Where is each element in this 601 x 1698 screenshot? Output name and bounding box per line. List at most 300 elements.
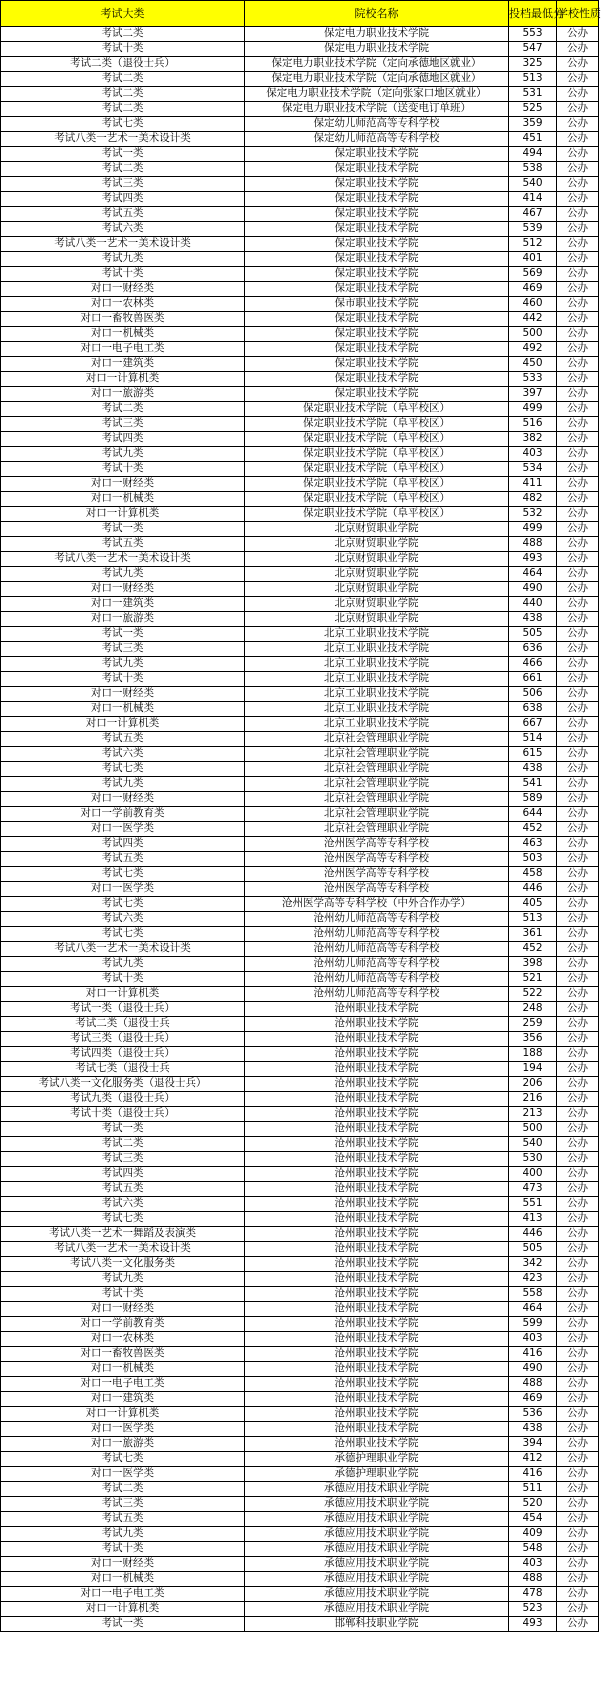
cell-school-type: 公办: [557, 222, 599, 237]
cell-school-name: 北京社会管理职业学院: [245, 792, 509, 807]
table-row: [1, 1617, 599, 1632]
table-row: [1, 1107, 599, 1122]
cell-school-type: 公办: [557, 492, 599, 507]
header-exam-category: 考试大类: [1, 1, 245, 27]
cell-min-score: 530: [509, 1152, 557, 1167]
cell-min-score: 615: [509, 747, 557, 762]
cell-exam-category: 考试三类: [1, 1497, 245, 1512]
table-body: [1, 27, 599, 1632]
cell-school-type: 公办: [557, 1497, 599, 1512]
cell-min-score: 359: [509, 117, 557, 132]
cell-school-type: 公办: [557, 297, 599, 312]
cell-school-name: 沧州医学高等专科学校: [245, 852, 509, 867]
cell-school-type: 公办: [557, 1227, 599, 1242]
cell-exam-category: 对口一畜牧兽医类: [1, 312, 245, 327]
table-row: [1, 1332, 599, 1347]
cell-school-type: 公办: [557, 1302, 599, 1317]
cell-school-name: 保定职业技术学院: [245, 147, 509, 162]
table-row: [1, 522, 599, 537]
cell-min-score: 216: [509, 1092, 557, 1107]
cell-exam-category: 考试五类: [1, 207, 245, 222]
table-row: [1, 612, 599, 627]
cell-school-type: 公办: [557, 447, 599, 462]
cell-school-name: 沧州幼儿师范高等专科学校: [245, 957, 509, 972]
cell-min-score: 667: [509, 717, 557, 732]
table-row: [1, 357, 599, 372]
cell-exam-category: 考试一类: [1, 147, 245, 162]
cell-school-name: 承德应用技术职业学院: [245, 1527, 509, 1542]
cell-min-score: 464: [509, 1302, 557, 1317]
cell-school-name: 北京社会管理职业学院: [245, 777, 509, 792]
cell-min-score: 397: [509, 387, 557, 402]
cell-min-score: 547: [509, 42, 557, 57]
cell-min-score: 478: [509, 1587, 557, 1602]
cell-min-score: 409: [509, 1527, 557, 1542]
table-row: [1, 867, 599, 882]
cell-school-type: 公办: [557, 1347, 599, 1362]
table-row: [1, 807, 599, 822]
cell-exam-category: 考试七类: [1, 1212, 245, 1227]
table-row: [1, 1557, 599, 1572]
cell-min-score: 411: [509, 477, 557, 492]
cell-exam-category: 考试十类（退役士兵）: [1, 1107, 245, 1122]
cell-exam-category: 考试七类: [1, 867, 245, 882]
cell-exam-category: 考试八类一艺术一美术设计类: [1, 942, 245, 957]
cell-exam-category: 对口一计算机类: [1, 717, 245, 732]
cell-min-score: 356: [509, 1032, 557, 1047]
cell-min-score: 467: [509, 207, 557, 222]
cell-exam-category: 考试五类: [1, 537, 245, 552]
cell-min-score: 525: [509, 102, 557, 117]
cell-school-name: 保定职业技术学院: [245, 372, 509, 387]
table-row: [1, 1437, 599, 1452]
cell-school-type: 公办: [557, 897, 599, 912]
table-row: [1, 1227, 599, 1242]
cell-exam-category: 考试八类一艺术一美术设计类: [1, 237, 245, 252]
cell-exam-category: 对口一计算机类: [1, 1602, 245, 1617]
cell-school-name: 沧州医学高等专科学校: [245, 882, 509, 897]
cell-school-name: 沧州职业技术学院: [245, 1407, 509, 1422]
cell-school-name: 保市职业技术学院: [245, 297, 509, 312]
cell-school-name: 北京社会管理职业学院: [245, 762, 509, 777]
cell-school-type: 公办: [557, 267, 599, 282]
cell-school-name: 承德护理职业学院: [245, 1467, 509, 1482]
cell-school-type: 公办: [557, 867, 599, 882]
cell-school-type: 公办: [557, 777, 599, 792]
table-row: [1, 462, 599, 477]
cell-school-name: 北京社会管理职业学院: [245, 747, 509, 762]
table-row: [1, 732, 599, 747]
table-row: [1, 42, 599, 57]
cell-min-score: 423: [509, 1272, 557, 1287]
table-row: [1, 492, 599, 507]
cell-exam-category: 考试七类: [1, 762, 245, 777]
cell-school-name: 北京财贸职业学院: [245, 597, 509, 612]
cell-exam-category: 考试二类（退役士兵）: [1, 57, 245, 72]
cell-exam-category: 考试二类: [1, 102, 245, 117]
cell-school-name: 保定职业技术学院: [245, 162, 509, 177]
cell-exam-category: 考试一类: [1, 627, 245, 642]
cell-school-name: 沧州职业技术学院: [245, 1347, 509, 1362]
cell-exam-category: 考试十类: [1, 672, 245, 687]
cell-min-score: 532: [509, 507, 557, 522]
cell-school-type: 公办: [557, 252, 599, 267]
cell-school-name: 沧州职业技术学院: [245, 1182, 509, 1197]
cell-school-type: 公办: [557, 807, 599, 822]
cell-exam-category: 考试二类: [1, 72, 245, 87]
cell-min-score: 505: [509, 627, 557, 642]
cell-exam-category: 对口一计算机类: [1, 987, 245, 1002]
cell-min-score: 414: [509, 192, 557, 207]
table-row: [1, 27, 599, 42]
cell-min-score: 440: [509, 597, 557, 612]
table-row: [1, 1242, 599, 1257]
table-row: [1, 177, 599, 192]
cell-school-type: 公办: [557, 1002, 599, 1017]
cell-exam-category: 对口一财经类: [1, 477, 245, 492]
cell-exam-category: 考试一类: [1, 1122, 245, 1137]
cell-exam-category: 考试四类: [1, 192, 245, 207]
table-row: [1, 1527, 599, 1542]
cell-school-type: 公办: [557, 1557, 599, 1572]
cell-school-name: 保定电力职业技术学院: [245, 42, 509, 57]
cell-min-score: 540: [509, 177, 557, 192]
cell-exam-category: 考试七类（退役士兵: [1, 1062, 245, 1077]
cell-school-name: 沧州职业技术学院: [245, 1167, 509, 1182]
cell-school-name: 沧州幼儿师范高等专科学校: [245, 942, 509, 957]
cell-school-name: 北京财贸职业学院: [245, 567, 509, 582]
cell-min-score: 412: [509, 1452, 557, 1467]
table-row: [1, 777, 599, 792]
table-row: [1, 1257, 599, 1272]
cell-min-score: 469: [509, 1392, 557, 1407]
cell-min-score: 644: [509, 807, 557, 822]
table-row: [1, 747, 599, 762]
cell-exam-category: 考试二类（退役士兵: [1, 1017, 245, 1032]
cell-exam-category: 对口一机械类: [1, 1572, 245, 1587]
cell-exam-category: 考试六类: [1, 1197, 245, 1212]
table-row: [1, 642, 599, 657]
cell-exam-category: 考试八类一文化服务类: [1, 1257, 245, 1272]
table-row: [1, 1002, 599, 1017]
cell-min-score: 553: [509, 27, 557, 42]
cell-school-type: 公办: [557, 732, 599, 747]
cell-exam-category: 考试八类一艺术一美术设计类: [1, 552, 245, 567]
table-row: [1, 447, 599, 462]
cell-school-type: 公办: [557, 657, 599, 672]
cell-school-name: 北京工业职业技术学院: [245, 717, 509, 732]
cell-exam-category: 对口一财经类: [1, 687, 245, 702]
cell-exam-category: 对口一学前教育类: [1, 1317, 245, 1332]
cell-min-score: 536: [509, 1407, 557, 1422]
cell-school-name: 保定职业技术学院: [245, 252, 509, 267]
cell-exam-category: 对口一电子电工类: [1, 1377, 245, 1392]
cell-school-type: 公办: [557, 702, 599, 717]
cell-min-score: 451: [509, 132, 557, 147]
cell-school-type: 公办: [557, 1482, 599, 1497]
cell-min-score: 458: [509, 867, 557, 882]
cell-school-type: 公办: [557, 132, 599, 147]
cell-exam-category: 对口一农林类: [1, 1332, 245, 1347]
cell-school-type: 公办: [557, 102, 599, 117]
table-row: [1, 132, 599, 147]
cell-school-name: 保定职业技术学院: [245, 192, 509, 207]
cell-min-score: 463: [509, 837, 557, 852]
cell-school-name: 北京社会管理职业学院: [245, 732, 509, 747]
cell-min-score: 482: [509, 492, 557, 507]
cell-school-type: 公办: [557, 1362, 599, 1377]
cell-exam-category: 考试八类一艺术一美术设计类: [1, 132, 245, 147]
table-row: [1, 1212, 599, 1227]
cell-school-name: 保定职业技术学院: [245, 267, 509, 282]
table-row: [1, 1407, 599, 1422]
cell-min-score: 206: [509, 1077, 557, 1092]
cell-school-type: 公办: [557, 387, 599, 402]
cell-school-name: 保定幼儿师范高等专科学校: [245, 117, 509, 132]
table-row: [1, 147, 599, 162]
cell-school-type: 公办: [557, 1572, 599, 1587]
cell-school-type: 公办: [557, 327, 599, 342]
table-row: [1, 567, 599, 582]
table-row: [1, 852, 599, 867]
cell-exam-category: 对口一畜牧兽医类: [1, 1347, 245, 1362]
table-row: [1, 762, 599, 777]
table-row: [1, 102, 599, 117]
cell-school-name: 保定职业技术学院（阜平校区）: [245, 432, 509, 447]
cell-min-score: 398: [509, 957, 557, 972]
cell-school-name: 保定职业技术学院: [245, 387, 509, 402]
cell-exam-category: 考试五类: [1, 732, 245, 747]
cell-exam-category: 考试四类（退役士兵）: [1, 1047, 245, 1062]
cell-school-type: 公办: [557, 402, 599, 417]
cell-min-score: 403: [509, 1557, 557, 1572]
cell-min-score: 488: [509, 537, 557, 552]
table-row: [1, 477, 599, 492]
cell-school-name: 承德护理职业学院: [245, 1452, 509, 1467]
cell-school-name: 北京财贸职业学院: [245, 522, 509, 537]
cell-min-score: 522: [509, 987, 557, 1002]
cell-school-name: 沧州职业技术学院: [245, 1122, 509, 1137]
cell-exam-category: 考试九类: [1, 447, 245, 462]
cell-exam-category: 考试四类: [1, 1167, 245, 1182]
cell-exam-category: 考试十类: [1, 462, 245, 477]
cell-exam-category: 考试二类: [1, 402, 245, 417]
cell-min-score: 636: [509, 642, 557, 657]
cell-school-type: 公办: [557, 1452, 599, 1467]
table-row: [1, 987, 599, 1002]
cell-min-score: 194: [509, 1062, 557, 1077]
cell-min-score: 506: [509, 687, 557, 702]
cell-min-score: 493: [509, 1617, 557, 1632]
cell-school-type: 公办: [557, 1422, 599, 1437]
table-row: [1, 882, 599, 897]
table-row: [1, 657, 599, 672]
cell-school-type: 公办: [557, 1587, 599, 1602]
cell-min-score: 523: [509, 1602, 557, 1617]
table-row: [1, 192, 599, 207]
cell-school-type: 公办: [557, 1092, 599, 1107]
table-row: [1, 1347, 599, 1362]
cell-exam-category: 考试三类: [1, 177, 245, 192]
cell-min-score: 403: [509, 1332, 557, 1347]
header-school-name: 院校名称: [245, 1, 509, 27]
cell-exam-category: 考试七类: [1, 1452, 245, 1467]
cell-min-score: 473: [509, 1182, 557, 1197]
cell-school-name: 承德应用技术职业学院: [245, 1587, 509, 1602]
cell-school-type: 公办: [557, 1137, 599, 1152]
cell-school-type: 公办: [557, 1392, 599, 1407]
cell-school-name: 北京财贸职业学院: [245, 552, 509, 567]
cell-min-score: 438: [509, 612, 557, 627]
cell-exam-category: 考试九类: [1, 957, 245, 972]
table-row: [1, 1497, 599, 1512]
cell-school-type: 公办: [557, 1467, 599, 1482]
table-row: [1, 57, 599, 72]
cell-exam-category: 考试十类: [1, 42, 245, 57]
cell-school-name: 北京工业职业技术学院: [245, 642, 509, 657]
cell-school-type: 公办: [557, 1182, 599, 1197]
cell-exam-category: 对口一医学类: [1, 1467, 245, 1482]
cell-school-type: 公办: [557, 1152, 599, 1167]
cell-exam-category: 考试二类: [1, 1137, 245, 1152]
cell-min-score: 499: [509, 522, 557, 537]
cell-exam-category: 考试九类: [1, 657, 245, 672]
cell-min-score: 512: [509, 237, 557, 252]
cell-exam-category: 考试四类: [1, 837, 245, 852]
table-row: [1, 927, 599, 942]
cell-school-name: 沧州幼儿师范高等专科学校: [245, 912, 509, 927]
cell-min-score: 589: [509, 792, 557, 807]
table-row: [1, 207, 599, 222]
cell-min-score: 513: [509, 912, 557, 927]
table-row: [1, 72, 599, 87]
cell-exam-category: 考试六类: [1, 747, 245, 762]
cell-school-type: 公办: [557, 852, 599, 867]
cell-school-type: 公办: [557, 1527, 599, 1542]
cell-min-score: 548: [509, 1542, 557, 1557]
cell-exam-category: 考试八类一艺术一美术设计类: [1, 1242, 245, 1257]
cell-min-score: 466: [509, 657, 557, 672]
cell-school-name: 沧州职业技术学院: [245, 1272, 509, 1287]
cell-exam-category: 考试二类: [1, 162, 245, 177]
cell-min-score: 454: [509, 1512, 557, 1527]
cell-exam-category: 考试二类: [1, 1482, 245, 1497]
cell-exam-category: 考试十类: [1, 1542, 245, 1557]
cell-school-name: 沧州职业技术学院: [245, 1422, 509, 1437]
cell-school-name: 保定职业技术学院: [245, 312, 509, 327]
cell-min-score: 661: [509, 672, 557, 687]
cell-school-name: 沧州职业技术学院: [245, 1152, 509, 1167]
table-row: [1, 387, 599, 402]
cell-exam-category: 对口一计算机类: [1, 1407, 245, 1422]
cell-min-score: 513: [509, 72, 557, 87]
cell-min-score: 500: [509, 327, 557, 342]
cell-min-score: 188: [509, 1047, 557, 1062]
cell-school-type: 公办: [557, 1047, 599, 1062]
cell-school-name: 沧州职业技术学院: [245, 1002, 509, 1017]
cell-exam-category: 对口一医学类: [1, 1422, 245, 1437]
cell-school-type: 公办: [557, 747, 599, 762]
table-row: [1, 1137, 599, 1152]
cell-exam-category: 对口一学前教育类: [1, 807, 245, 822]
cell-school-name: 北京工业职业技术学院: [245, 672, 509, 687]
table-row: [1, 582, 599, 597]
table-row: [1, 672, 599, 687]
cell-school-name: 保定职业技术学院: [245, 327, 509, 342]
cell-school-type: 公办: [557, 1407, 599, 1422]
cell-min-score: 558: [509, 1287, 557, 1302]
cell-school-name: 沧州幼儿师范高等专科学校: [245, 987, 509, 1002]
table-row: [1, 957, 599, 972]
cell-school-name: 承德应用技术职业学院: [245, 1557, 509, 1572]
cell-min-score: 488: [509, 1377, 557, 1392]
cell-school-type: 公办: [557, 372, 599, 387]
cell-school-type: 公办: [557, 1032, 599, 1047]
cell-exam-category: 考试三类: [1, 1152, 245, 1167]
cell-exam-category: 考试七类: [1, 117, 245, 132]
cell-school-name: 保定职业技术学院（阜平校区）: [245, 462, 509, 477]
cell-school-name: 保定电力职业技术学院（定向承德地区就业）: [245, 57, 509, 72]
cell-school-name: 沧州职业技术学院: [245, 1242, 509, 1257]
table-row: [1, 1587, 599, 1602]
table-row: [1, 1167, 599, 1182]
cell-school-name: 保定电力职业技术学院（送变电订单班）: [245, 102, 509, 117]
cell-min-score: 446: [509, 882, 557, 897]
table-row: [1, 237, 599, 252]
table-row: [1, 1152, 599, 1167]
table-row: [1, 717, 599, 732]
cell-school-type: 公办: [557, 1272, 599, 1287]
cell-school-name: 承德应用技术职业学院: [245, 1512, 509, 1527]
cell-school-type: 公办: [557, 432, 599, 447]
cell-school-name: 保定职业技术学院: [245, 222, 509, 237]
table-row: [1, 1362, 599, 1377]
table-row: [1, 627, 599, 642]
cell-school-type: 公办: [557, 207, 599, 222]
cell-min-score: 541: [509, 777, 557, 792]
table-row: [1, 1197, 599, 1212]
cell-school-name: 沧州职业技术学院: [245, 1302, 509, 1317]
cell-school-name: 北京工业职业技术学院: [245, 702, 509, 717]
cell-exam-category: 考试七类: [1, 897, 245, 912]
cell-school-type: 公办: [557, 507, 599, 522]
cell-school-name: 沧州职业技术学院: [245, 1332, 509, 1347]
cell-exam-category: 考试六类: [1, 222, 245, 237]
cell-school-name: 沧州职业技术学院: [245, 1107, 509, 1122]
cell-exam-category: 对口一机械类: [1, 327, 245, 342]
cell-min-score: 416: [509, 1467, 557, 1482]
table-row: [1, 252, 599, 267]
cell-exam-category: 考试一类: [1, 1617, 245, 1632]
cell-school-type: 公办: [557, 1317, 599, 1332]
cell-exam-category: 考试一类: [1, 522, 245, 537]
cell-exam-category: 对口一医学类: [1, 882, 245, 897]
table-row: [1, 1287, 599, 1302]
table-row: [1, 1512, 599, 1527]
cell-school-name: 沧州幼儿师范高等专科学校: [245, 972, 509, 987]
cell-exam-category: 考试十类: [1, 1287, 245, 1302]
cell-school-type: 公办: [557, 1212, 599, 1227]
cell-exam-category: 考试五类: [1, 1512, 245, 1527]
table-row: [1, 117, 599, 132]
cell-school-type: 公办: [557, 42, 599, 57]
cell-school-type: 公办: [557, 1167, 599, 1182]
cell-min-score: 400: [509, 1167, 557, 1182]
cell-exam-category: 考试三类（退役士兵）: [1, 1032, 245, 1047]
cell-school-name: 保定电力职业技术学院（定向承德地区就业）: [245, 72, 509, 87]
cell-school-name: 沧州职业技术学院: [245, 1257, 509, 1272]
cell-school-type: 公办: [557, 957, 599, 972]
